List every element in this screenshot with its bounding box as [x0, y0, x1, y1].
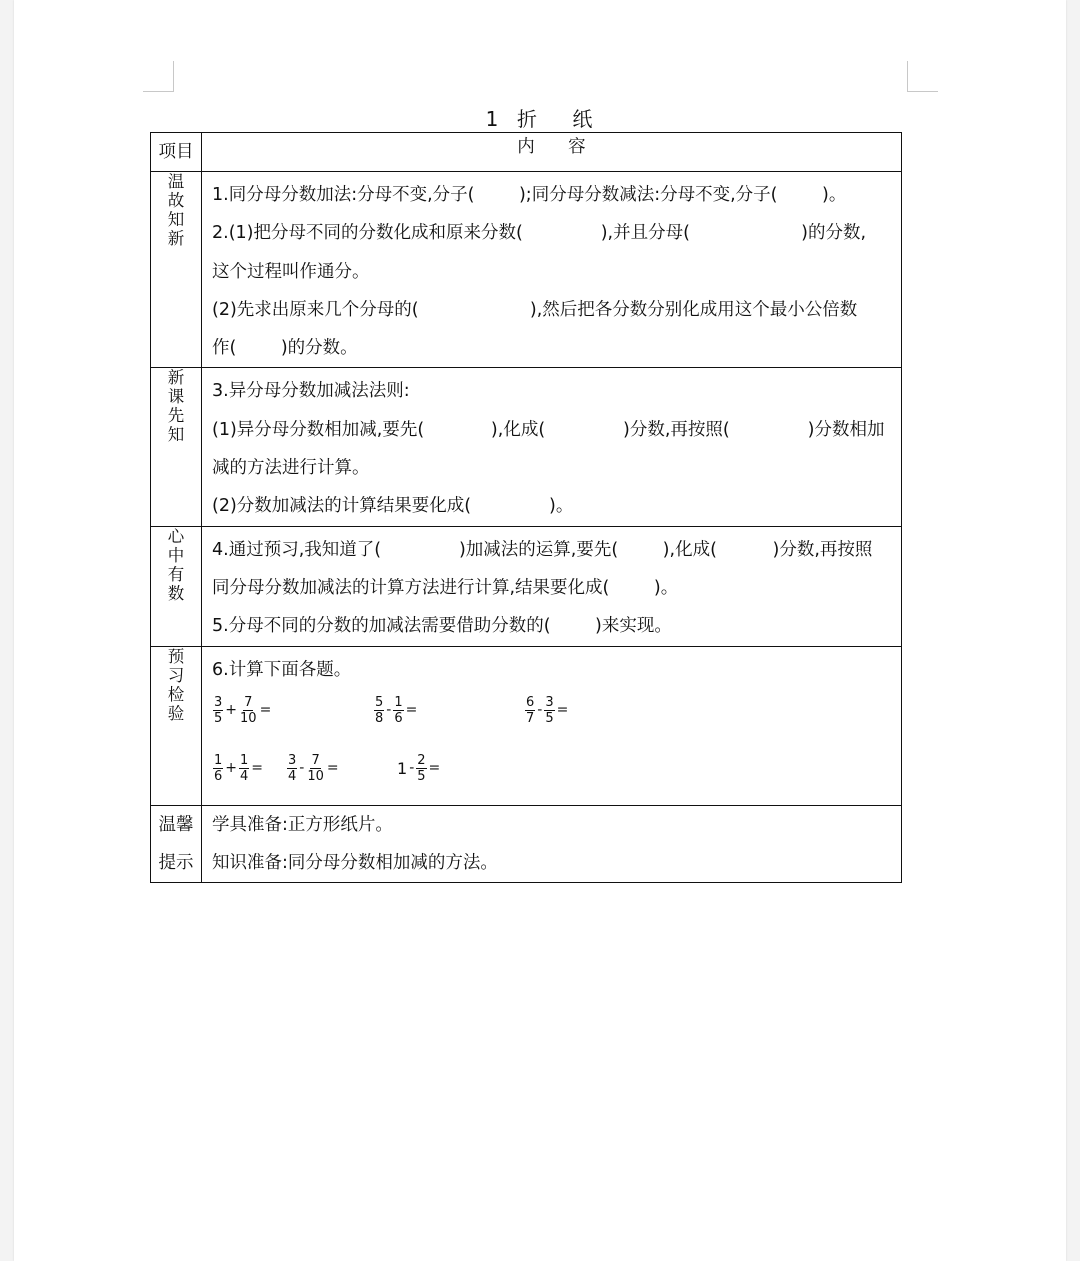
content-line: 4.通过预习,我知道了( )加减法的运算,要先( ),化成( )分数,再按照: [212, 539, 873, 560]
content-line: (1)异分母分数相加减,要先( ),化成( )分数,再按照( )分数相加: [212, 419, 885, 440]
problem: $\frac{3}{4}$ - $\frac{7}{10}$ =: [288, 752, 339, 784]
problem: 1 - $\frac{2}{5}$ =: [397, 752, 441, 784]
section-tips: [151, 805, 902, 883]
fraction: $\frac{1}{6}$: [214, 752, 223, 784]
fraction: $\frac{3}{4}$: [288, 752, 297, 784]
fraction: $\frac{6}{7}$: [526, 694, 535, 726]
fraction: $\frac{5}{8}$: [375, 694, 384, 726]
fraction: $\frac{3}{5}$: [545, 694, 554, 726]
section-understanding: [151, 526, 902, 646]
section-content: [202, 368, 902, 526]
fraction: $\frac{2}{5}$: [417, 752, 426, 784]
section-practice: [151, 646, 902, 805]
header-col-item: 项目: [151, 133, 202, 172]
content-line: 5.分母不同的分数的加减法需要借助分数的( )来实现。: [212, 616, 672, 637]
section-label: 温故知新: [151, 172, 202, 368]
section-content: [202, 172, 902, 368]
section-content: [202, 805, 902, 883]
page-title: 1 折 纸: [485, 107, 595, 131]
content-line: 学具准备:正方形纸片。: [212, 814, 393, 835]
worksheet-table: [150, 132, 902, 883]
content-line: 1.同分母分数加法:分母不变,分子( );同分母分数减法:分母不变,分子( )。: [212, 185, 847, 205]
section-label: 新课先知: [151, 368, 202, 526]
crop-mark-top-left: [143, 61, 174, 92]
section-label: 预习检验: [151, 646, 202, 805]
content-line: (2)分数加减法的计算结果要化成( )。: [212, 496, 574, 517]
fraction: $\frac{7}{10}$: [307, 752, 324, 784]
fraction: $\frac{1}{6}$: [394, 694, 403, 726]
content-line: 同分母分数加减法的计算方法进行计算,结果要化成( )。: [212, 577, 679, 598]
section-review: [151, 172, 902, 368]
problem-row-1: [212, 689, 891, 747]
content-line: 这个过程叫作通分。: [212, 261, 370, 282]
section-preview: [151, 368, 902, 526]
content-line: 6.计算下面各题。: [212, 659, 352, 680]
content-line: 3.异分母分数加减法法则:: [212, 381, 410, 402]
section-content: [202, 526, 902, 646]
section-label: 温馨 提示: [151, 805, 202, 883]
content-line: 减的方法进行计算。: [212, 458, 370, 479]
header-col-content: 内 容: [202, 133, 902, 172]
problem: $\frac{3}{5}$ + $\frac{7}{10}$ =: [214, 694, 272, 726]
content-line: 知识准备:同分母分数相加减的方法。: [212, 853, 498, 874]
problem-row-2: [212, 747, 891, 805]
problem: $\frac{6}{7}$ - $\frac{3}{5}$ =: [526, 694, 569, 726]
fraction: $\frac{3}{5}$: [214, 694, 223, 726]
crop-mark-top-right: [907, 61, 938, 92]
section-content: [202, 646, 902, 805]
content-line: (2)先求出原来几个分母的( ),然后把各分数分别化成用这个最小公倍数: [212, 299, 858, 320]
section-label: 心中有数: [151, 526, 202, 646]
content-line: 作( )的分数。: [212, 338, 358, 359]
content-line: 2.(1)把分母不同的分数化成和原来分数( ),并且分母( )的分数,: [212, 223, 867, 244]
problem: $\frac{5}{8}$ - $\frac{1}{6}$ =: [375, 694, 418, 726]
fraction: $\frac{7}{10}$: [240, 694, 257, 726]
fraction: $\frac{1}{4}$: [240, 752, 249, 784]
header-row: [151, 133, 902, 172]
problem: $\frac{1}{6}$ + $\frac{1}{4}$ =: [214, 752, 264, 784]
